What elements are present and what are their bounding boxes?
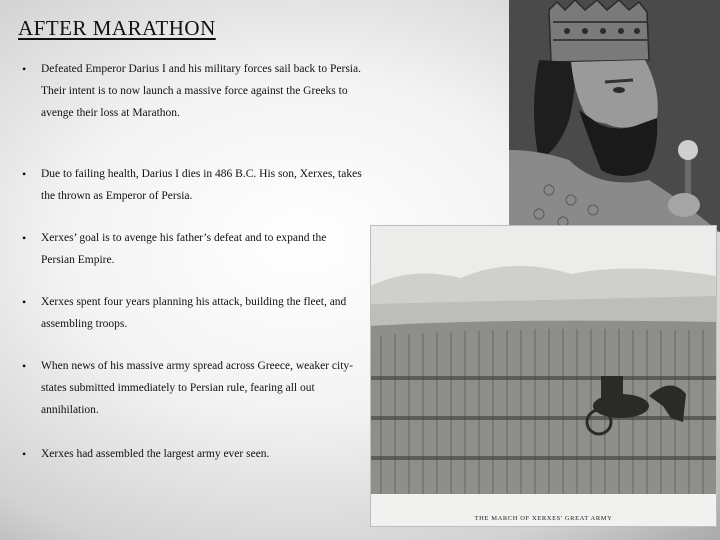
bullet-item [22, 227, 362, 271]
bullet-text: Xerxes spent four years planning his attack, building the fleet, and assembling troops. [41, 296, 347, 330]
bullet-item [22, 443, 362, 465]
bullet-text: Defeated Emperor Darius I and his military forces sail back to Persia. Their intent is to now launch a massive force against the Greeks to avenge their loss at Marathon. [41, 63, 361, 119]
bullet-text: Xerxes’ goal is to avenge his father’s defeat and to expand the Persian Empire. [41, 232, 327, 266]
bullet-icon: • [22, 231, 27, 245]
bullet-item [22, 163, 362, 207]
bullet-icon: • [22, 359, 27, 373]
bullet-item [22, 355, 362, 421]
bullet-text: Due to failing health, Darius I dies in 486 B.C. His son, Xerxes, takes the thrown as Emperor of Persia. [41, 168, 362, 202]
bullet-icon: • [22, 62, 27, 76]
bullet-icon: • [22, 295, 27, 309]
army-caption: THE MARCH OF XERXES' GREAT ARMY [474, 515, 613, 522]
bullet-text: Xerxes had assembled the largest army ever seen. [41, 448, 270, 460]
army-march-engraving [371, 226, 716, 526]
bullet-icon: • [22, 167, 27, 181]
bullet-icon: • [22, 447, 27, 461]
bullet-item [22, 58, 362, 124]
bullet-text: When news of his massive army spread across Greece, weaker city-states submitted immediately to Persian rule, fearing all out annihilation. [41, 360, 353, 416]
darius-portrait-image [509, 0, 720, 232]
slide-title: AFTER MARATHON [18, 16, 216, 40]
bullet-item [22, 291, 362, 335]
